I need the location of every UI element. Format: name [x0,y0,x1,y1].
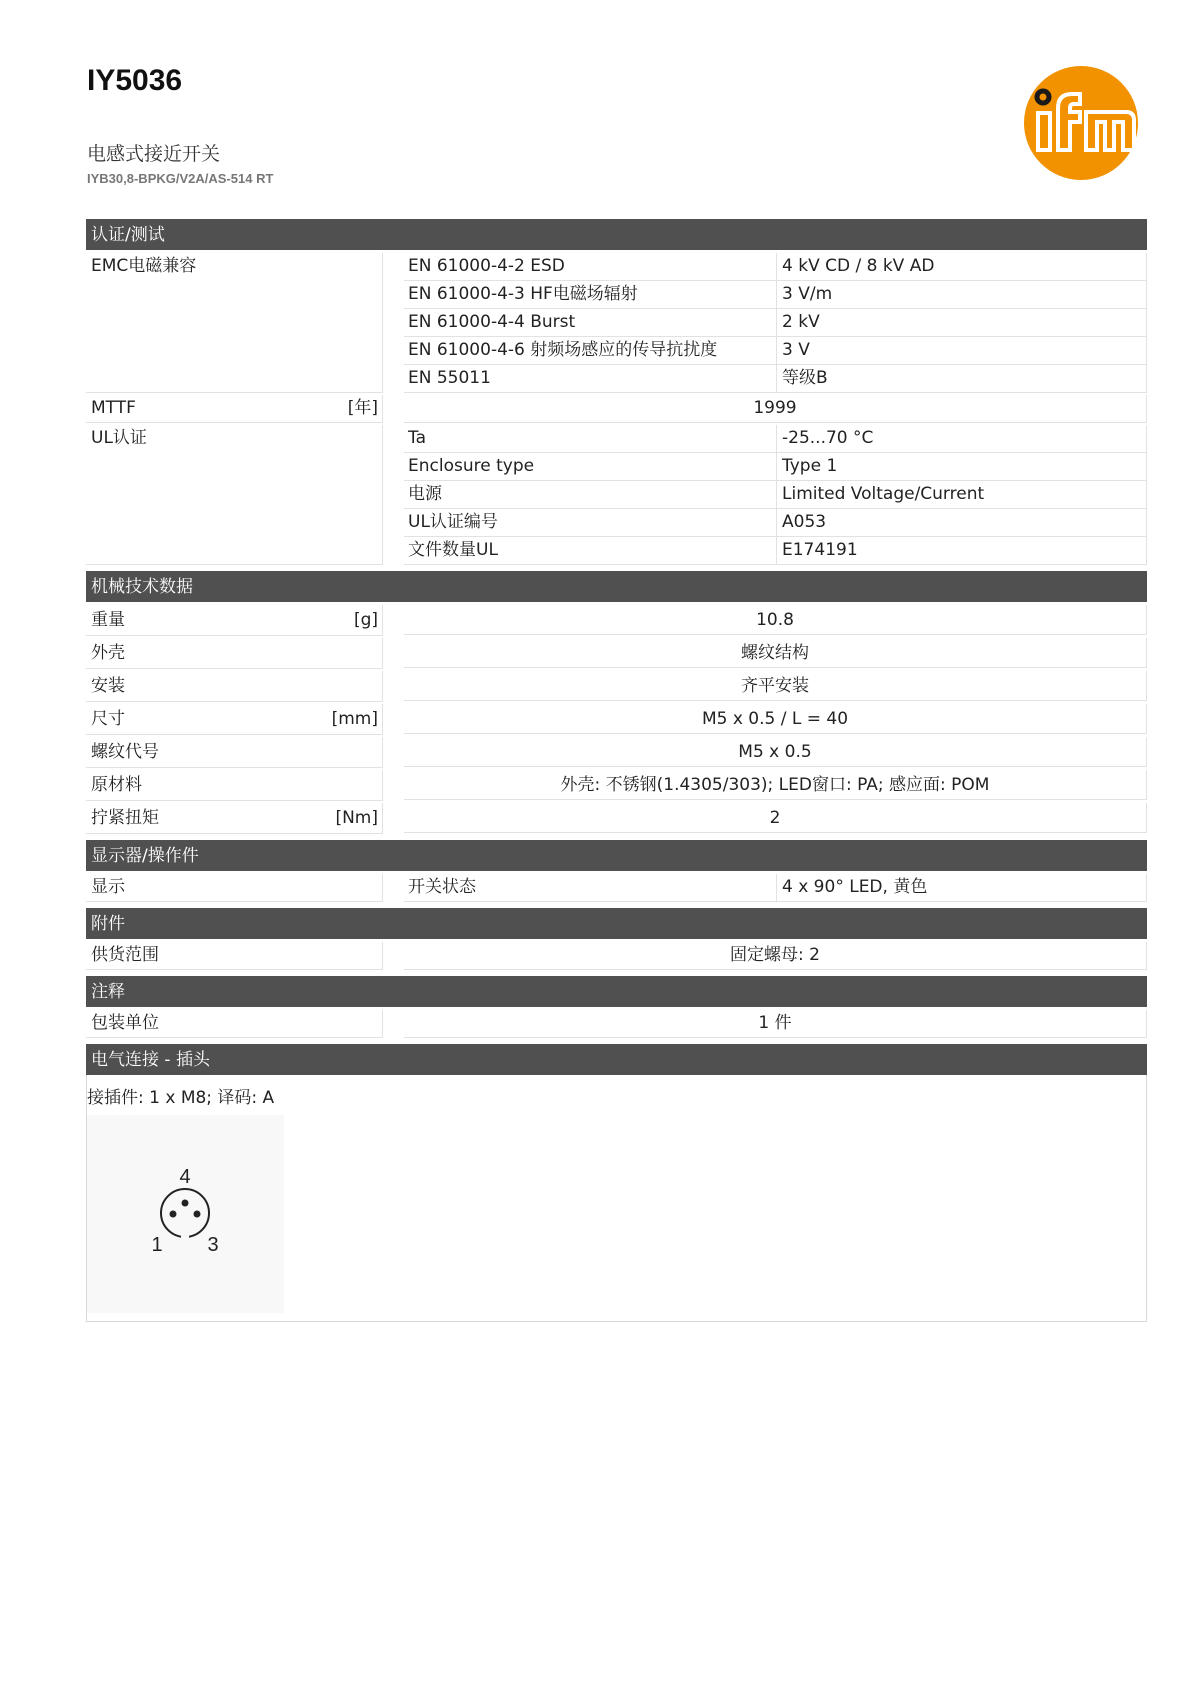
sub-key: EN 55011 [404,365,776,393]
sub-row [404,453,1147,481]
section-header-accessories: 附件 [86,908,1147,939]
unit-text: [年] [347,398,378,418]
pin-4 [182,1200,189,1207]
pin-label: 3 [207,1234,219,1256]
sub-value: A053 [776,509,1147,537]
label-text: UL认证 [91,428,147,448]
section-connection [86,1044,1147,1322]
section-header-mechanical: 机械技术数据 [86,571,1147,602]
product-code: IYB30,8-BPKG/V2A/AS-514 RT [87,171,274,186]
label-text: 重量 [91,610,125,630]
row-mttf [86,395,1147,423]
sub-row [404,425,1147,453]
section-header-notes: 注释 [86,976,1147,1007]
sub-value: 3 V/m [776,281,1147,309]
mech-value: 10.8 [404,605,1147,635]
sub-row [404,309,1147,337]
connection-box [86,1075,1147,1322]
label-text: 安装 [91,676,125,696]
label-emc [86,253,383,393]
mech-row [86,638,1147,669]
section-display [86,840,1147,902]
connection-description: 接插件: 1 x M8; 译码: A [87,1088,275,1108]
row-emc [86,253,1147,393]
mech-value: M5 x 0.5 / L = 40 [404,704,1147,734]
sub-row [404,874,1147,902]
section-header-display: 显示器/操作件 [86,840,1147,871]
sub-row [404,537,1147,565]
label-text: 显示 [91,877,125,897]
section-certification [86,219,1147,565]
sub-value: 等级B [776,365,1147,393]
sub-value: 2 kV [776,309,1147,337]
row-notes [86,1010,1147,1038]
value-accessories: 固定螺母: 2 [404,942,1147,970]
sub-row [404,337,1147,365]
mech-label [86,638,383,669]
mech-label [86,605,383,636]
sub-key: UL认证编号 [404,509,776,537]
sub-key: Ta [404,425,776,453]
sub-key: EN 61000-4-2 ESD [404,253,776,281]
sub-key: EN 61000-4-3 HF电磁场辐射 [404,281,776,309]
label-text: EMC电磁兼容 [91,256,197,276]
sub-value: Limited Voltage/Current [776,481,1147,509]
row-accessories [86,942,1147,970]
value-notes: 1 件 [404,1010,1147,1038]
mech-row [86,704,1147,735]
mech-value: 外壳: 不锈钢(1.4305/303); LED窗口: PA; 感应面: POM [404,770,1147,800]
mech-label [86,803,383,834]
sub-value: 4 x 90° LED, 黄色 [776,874,1147,902]
label-notes [86,1010,383,1038]
pin-3 [194,1211,201,1218]
pin-1 [170,1211,177,1218]
sub-key: 电源 [404,481,776,509]
section-header-certification: 认证/测试 [86,219,1147,250]
sub-key: 开关状态 [404,874,776,902]
section-notes [86,976,1147,1038]
ifm-logo [1022,64,1140,182]
mech-value: 2 [404,803,1147,833]
data-sheet [86,219,1147,1328]
mech-value: 齐平安装 [404,671,1147,701]
connector-key [181,1235,189,1239]
mech-label [86,770,383,801]
sub-row [404,509,1147,537]
label-text: 原材料 [91,775,142,795]
product-title: IY5036 [87,64,183,97]
ul-values [404,425,1147,565]
sub-value: E174191 [776,537,1147,565]
section-mechanical [86,571,1147,834]
sub-key: EN 61000-4-4 Burst [404,309,776,337]
label-display [86,874,383,902]
label-text: 外壳 [91,643,125,663]
label-text: 包装单位 [91,1013,159,1033]
mech-label [86,737,383,768]
label-accessories [86,942,383,970]
product-subtitle: 电感式接近开关 [87,143,221,165]
mech-row [86,803,1147,834]
mech-value: M5 x 0.5 [404,737,1147,767]
mech-label [86,671,383,702]
sub-key: Enclosure type [404,453,776,481]
pinout-diagram [87,1115,284,1313]
emc-values [404,253,1147,393]
label-text: 供货范围 [91,945,159,965]
pin-label: 1 [151,1234,163,1256]
sub-value: 3 V [776,337,1147,365]
sub-row [404,253,1147,281]
mech-row [86,671,1147,702]
section-header-connection: 电气连接 - 插头 [86,1044,1147,1075]
sub-value: -25...70 °C [776,425,1147,453]
label-mttf [86,395,383,423]
label-ul [86,425,383,565]
unit-text: [Nm] [335,808,378,828]
label-text: 螺纹代号 [91,742,159,762]
sub-row [404,365,1147,393]
label-text: 尺寸 [91,709,125,729]
mech-label [86,704,383,735]
sub-value: 4 kV CD / 8 kV AD [776,253,1147,281]
connector-outline [161,1189,209,1237]
sub-row [404,481,1147,509]
unit-text: [mm] [331,709,378,729]
mech-row [86,605,1147,636]
pin-label: 4 [179,1166,191,1188]
mech-value: 螺纹结构 [404,638,1147,668]
mech-row [86,737,1147,768]
sub-value: Type 1 [776,453,1147,481]
mech-row [86,770,1147,801]
section-accessories [86,908,1147,970]
unit-text: [g] [353,610,378,630]
label-text: 拧紧扭矩 [91,808,159,828]
row-ul [86,425,1147,565]
sub-key: 文件数量UL [404,537,776,565]
label-text: MTTF [91,398,136,418]
sub-row [404,281,1147,309]
row-display [86,874,1147,902]
sub-key: EN 61000-4-6 射频场感应的传导抗扰度 [404,337,776,365]
value-mttf: 1999 [404,395,1147,423]
